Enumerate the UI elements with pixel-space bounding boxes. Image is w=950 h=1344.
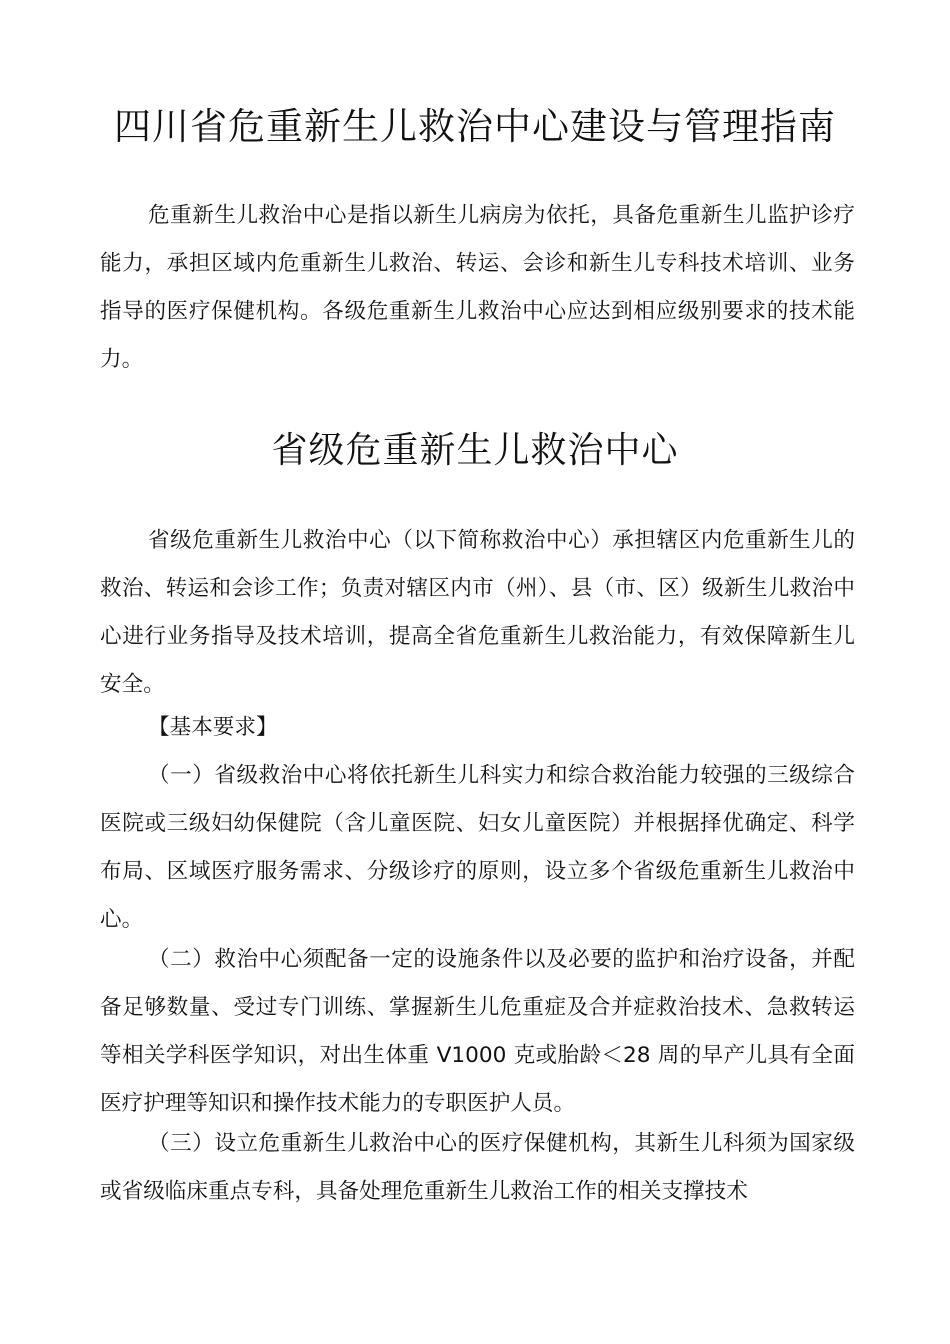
requirement-item-1: （一）省级救治中心将依托新生儿科实力和综合救治能力较强的三级综合医院或三级妇幼保健院（含儿童医院、妇女儿童医院）并根据择优确定、科学布局、区域医疗服务需求、分级诊疗的原则，设立多个省级危重新生儿救治中心。 [100,763,855,932]
requirements-heading: 【基本要求】 [148,715,278,740]
section-title: 省级危重新生儿救治中心 [271,430,679,471]
section-intro-paragraph: 省级危重新生儿救治中心（以下简称救治中心）承担辖区内危重新生儿的救治、转运和会诊工作；负责对辖区内市（州）、县（市、区）级新生儿救治中心进行业务指导及技术培训，提高全省危重新生儿救治能力，有效保障新生儿安全。 [100,528,855,697]
requirement-item-3: （三）设立危重新生儿救治中心的医疗保健机构，其新生儿科须为国家级或省级临床重点专科，具备处理危重新生儿救治工作的相关支撑技术 [100,1131,855,1204]
requirement-item-2: （二）救治中心须配备一定的设施条件以及必要的监护和治疗设备，并配备足够数量、受过专门训练、掌握新生儿危重症及合并症救治技术、急救转运等相关学科医学知识，对出生体重 V1000 克或胎龄＜28 周的早产儿具有全面医疗护理等知识和操作技术能力的专职医护人员。 [100,947,855,1116]
intro-paragraph: 危重新生儿救治中心是指以新生儿病房为依托，具备危重新生儿监护诊疗能力，承担区域内危重新生儿救治、转运、会诊和新生儿专科技术培训、业务指导的医疗保健机构。各级危重新生儿救治中心应达到相应级别要求的技术能力。 [100,203,855,372]
document-title: 四川省危重新生儿救治中心建设与管理指南 [114,105,836,148]
